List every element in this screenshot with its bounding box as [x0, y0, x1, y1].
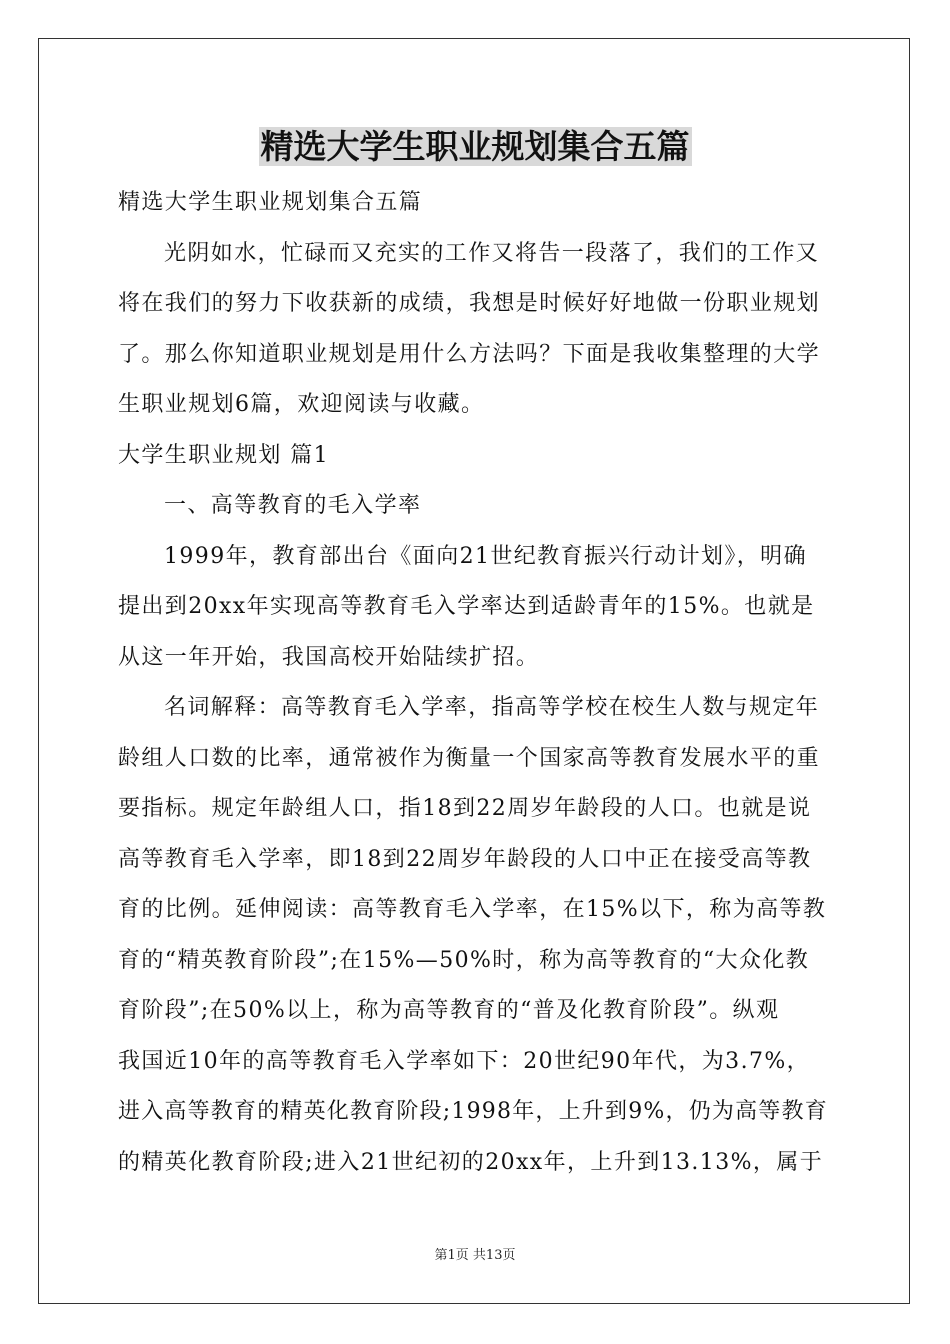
text-line: 育的比例。延伸阅读：高等教育毛入学率，在15%以下，称为高等教 — [118, 897, 827, 922]
text-line: 一、高等教育的毛入学率 — [164, 493, 422, 518]
text-line: 了。那么你知道职业规划是用什么方法吗？下面是我收集整理的大学 — [118, 341, 821, 367]
text-line: 育阶段”;在50%以上，称为高等教育的“普及化教育阶段”。纵观 — [118, 998, 780, 1023]
text-line: 育的“精英教育阶段”;在15%—50%时，称为高等教育的“大众化教 — [118, 947, 810, 973]
document-title-text: 精选大学生职业规划集合五篇 — [260, 127, 690, 166]
text-line: 的精英化教育阶段;进入21世纪初的20xx年，上升到13.13%，属于 — [118, 1149, 824, 1175]
text-line: 生职业规划6篇，欢迎阅读与收藏。 — [118, 392, 485, 417]
text-line: 提出到20xx年实现高等教育毛入学率达到适龄青年的15%。也就是 — [118, 594, 815, 619]
page-footer: 第1页 共13页 — [434, 1248, 516, 1263]
text-line: 名词解释：高等教育毛入学率，指高等学校在校生人数与规定年 — [164, 695, 820, 720]
text-line: 我国近10年的高等教育毛入学率如下：20世纪90年代，为3.7%， — [118, 1048, 811, 1074]
text-line: 光阴如水，忙碌而又充实的工作又将告一段落了，我们的工作又 — [164, 240, 820, 266]
text-line: 高等教育毛入学率，即18到22周岁年龄段的人口中正在接受高等教 — [118, 846, 812, 872]
text-line: 将在我们的努力下收获新的成绩，我想是时候好好地做一份职业规划 — [118, 291, 821, 316]
text-line: 龄组人口数的比率，通常被作为衡量一个国家高等教育发展水平的重 — [118, 745, 821, 771]
document-body — [118, 178, 834, 1188]
text-line: 要指标。规定年龄组人口，指18到22周岁年龄段的人口。也就是说 — [118, 796, 812, 821]
text-line: 从这一年开始，我国高校开始陆续扩招。 — [118, 644, 540, 670]
text-line: 大学生职业规划 篇1 — [118, 442, 329, 468]
text-line: 1999年，教育部出台《面向21世纪教育振兴行动计划》，明确 — [164, 543, 807, 569]
document-title — [0, 124, 950, 170]
text-line: 进入高等教育的精英化教育阶段;1998年，上升到9%，仍为高等教育 — [118, 1099, 828, 1124]
text-line: 精选大学生职业规划集合五篇 — [118, 190, 423, 215]
